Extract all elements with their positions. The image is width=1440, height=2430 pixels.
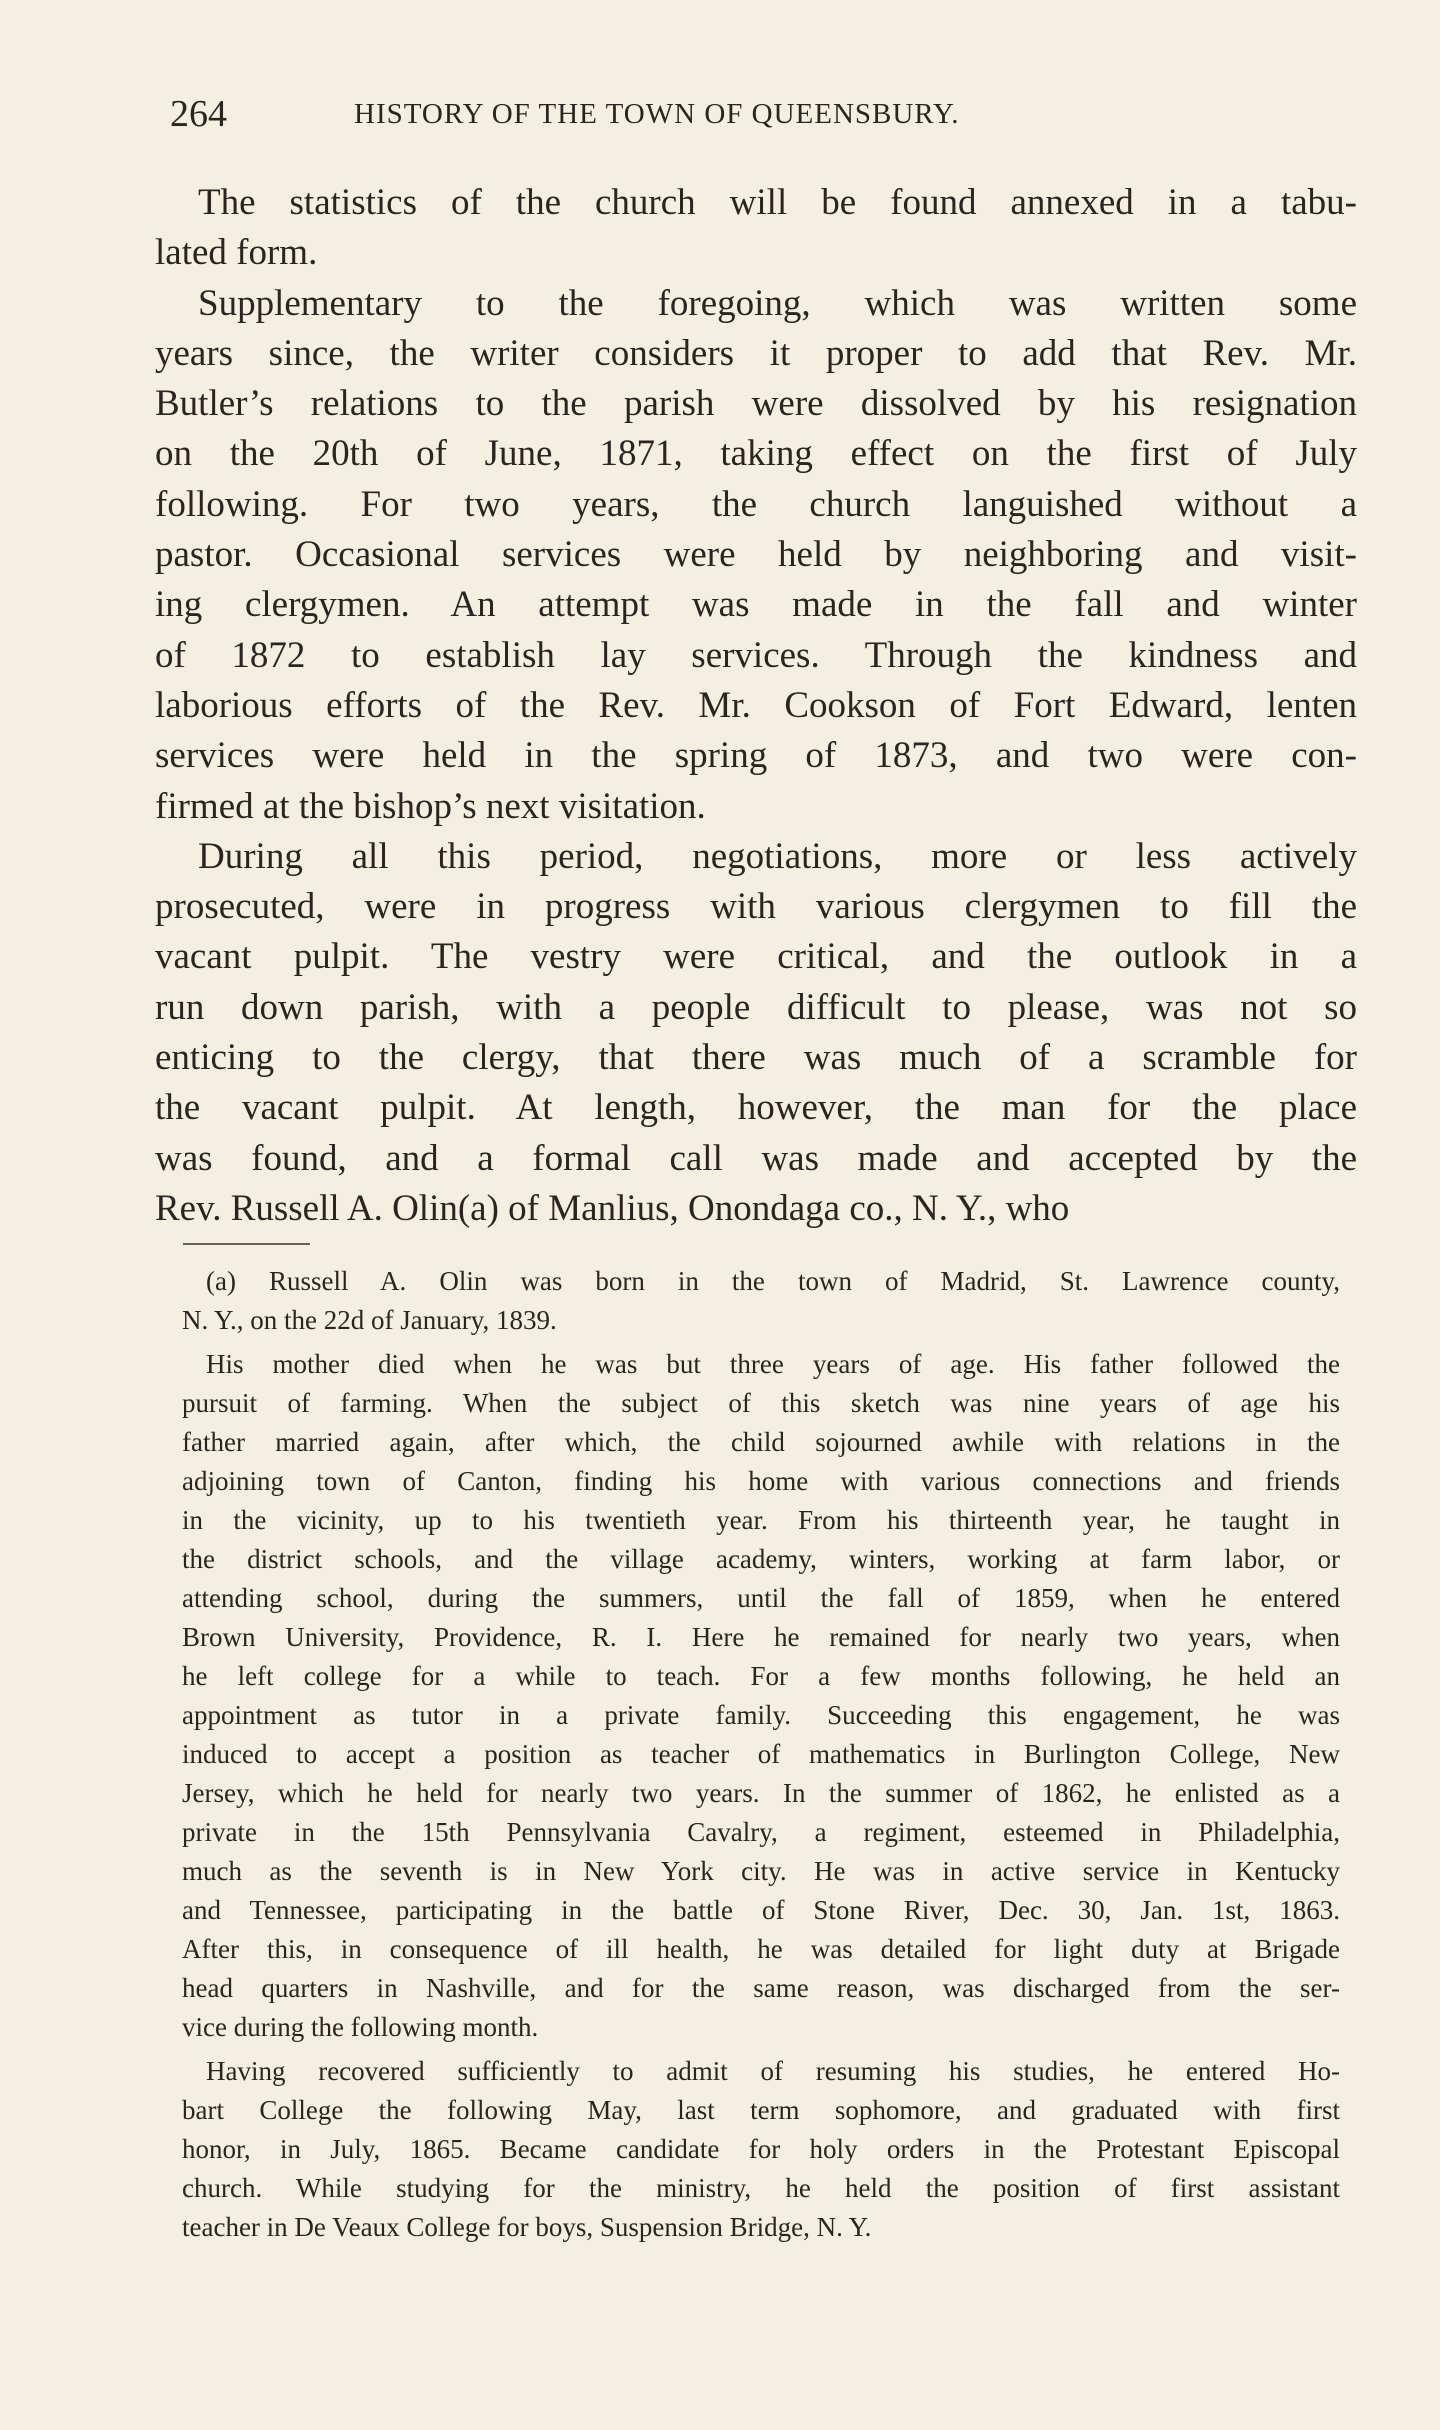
text-line: teacher in De Veaux College for boys, Suspension Bridge, N. Y. bbox=[182, 2212, 872, 2242]
footnote bbox=[182, 1262, 1340, 2252]
footnote-paragraph bbox=[182, 2052, 1340, 2247]
text-line: laborious efforts of the Rev. Mr. Cookson of Fort Edward, lenten bbox=[155, 684, 1357, 726]
text-line: and Tennessee, participating in the battle of Stone River, Dec. 30, Jan. 1st, 1863. bbox=[182, 1895, 1340, 1925]
text-line: (a) Russell A. Olin was born in the town of Madrid, St. Lawrence county, bbox=[206, 1266, 1340, 1296]
text-line: services were held in the spring of 1873, and two were con- bbox=[155, 735, 1357, 777]
text-line: attending school, during the summers, until the fall of 1859, when he entered bbox=[182, 1583, 1340, 1613]
text-line: bart College the following May, last term sophomore, and graduated with first bbox=[182, 2095, 1340, 2125]
text-line: following. For two years, the church languished without a bbox=[155, 483, 1357, 525]
text-line: vice during the following month. bbox=[182, 2012, 539, 2042]
text-line: of 1872 to establish lay services. Through the kindness and bbox=[155, 634, 1357, 676]
text-line: His mother died when he was but three years of age. His father followed the bbox=[206, 1349, 1340, 1379]
body-paragraph bbox=[155, 178, 1357, 279]
text-line: private in the 15th Pennsylvania Cavalry, a regiment, esteemed in Philadelphia, bbox=[182, 1817, 1340, 1847]
text-line: ing clergymen. An attempt was made in the fall and winter bbox=[155, 584, 1357, 626]
text-line: the vacant pulpit. At length, however, the man for the place bbox=[155, 1087, 1357, 1129]
text-line: The statistics of the church will be found annexed in a tabu- bbox=[198, 182, 1357, 223]
footnote-paragraph bbox=[182, 1345, 1340, 2047]
text-line: father married again, after which, the child sojourned awhile with relations in the bbox=[182, 1427, 1340, 1457]
main-text bbox=[155, 178, 1357, 1234]
text-line: the district schools, and the village academy, winters, working at farm labor, or bbox=[182, 1544, 1340, 1574]
text-line: vacant pulpit. The vestry were critical, and the outlook in a bbox=[155, 936, 1357, 978]
text-line: pursuit of farming. When the subject of this sketch was nine years of age his bbox=[182, 1388, 1340, 1418]
body-paragraph bbox=[155, 832, 1357, 1234]
text-line: appointment as tutor in a private family. Succeeding this engagement, he was bbox=[182, 1700, 1340, 1730]
running-title: HISTORY OF THE TOWN OF QUEENSBURY. bbox=[354, 98, 960, 130]
text-line: prosecuted, were in progress with various clergymen to fill the bbox=[155, 886, 1357, 928]
text-line: on the 20th of June, 1871, taking effect on the first of July bbox=[155, 433, 1357, 475]
page-number: 264 bbox=[170, 93, 227, 135]
text-line: Having recovered sufficiently to admit of resuming his studies, he entered Ho- bbox=[206, 2056, 1340, 2086]
text-line: Brown University, Providence, R. I. Here he remained for nearly two years, when bbox=[182, 1622, 1340, 1652]
text-line: During all this period, negotiations, more or less actively bbox=[198, 835, 1357, 877]
footnote-paragraph bbox=[182, 1262, 1340, 1340]
text-line: head quarters in Nashville, and for the same reason, was discharged from the ser- bbox=[182, 1973, 1340, 2003]
body-paragraph bbox=[155, 279, 1357, 832]
text-line: he left college for a while to teach. For a few months following, he held an bbox=[182, 1661, 1340, 1691]
text-line: Butler’s relations to the parish were dissolved by his resignation bbox=[155, 383, 1357, 425]
text-line: years since, the writer considers it proper to add that Rev. Mr. bbox=[155, 332, 1357, 374]
text-line: in the vicinity, up to his twentieth year. From his thirteenth year, he taught in bbox=[182, 1505, 1340, 1535]
text-line: N. Y., on the 22d of January, 1839. bbox=[182, 1305, 557, 1335]
text-line: Rev. Russell A. Olin(a) of Manlius, Onondaga co., N. Y., who bbox=[155, 1187, 1070, 1229]
text-line: pastor. Occasional services were held by neighboring and visit- bbox=[155, 534, 1357, 576]
text-line: After this, in consequence of ill health, he was detailed for light duty at Brigade bbox=[182, 1934, 1340, 1964]
text-line: much as the seventh is in New York city. He was in active service in Kentucky bbox=[182, 1856, 1340, 1886]
text-line: church. While studying for the ministry, he held the position of first assistant bbox=[182, 2173, 1340, 2203]
text-line: enticing to the clergy, that there was much of a scramble for bbox=[155, 1037, 1357, 1079]
text-line: induced to accept a position as teacher of mathematics in Burlington College, New bbox=[182, 1739, 1340, 1769]
text-line: Jersey, which he held for nearly two years. In the summer of 1862, he enlisted as a bbox=[182, 1778, 1340, 1808]
text-line: lated form. bbox=[155, 232, 318, 274]
text-line: Supplementary to the foregoing, which was written some bbox=[198, 282, 1357, 324]
text-line: adjoining town of Canton, finding his home with various connections and friends bbox=[182, 1466, 1340, 1496]
text-line: honor, in July, 1865. Became candidate for holy orders in the Protestant Episcopal bbox=[182, 2134, 1340, 2164]
text-line: firmed at the bishop’s next visitation. bbox=[155, 785, 706, 827]
footnote-divider bbox=[183, 1243, 310, 1245]
text-line: run down parish, with a people difficult to please, was not so bbox=[155, 986, 1357, 1028]
text-line: was found, and a formal call was made and accepted by the bbox=[155, 1137, 1357, 1179]
